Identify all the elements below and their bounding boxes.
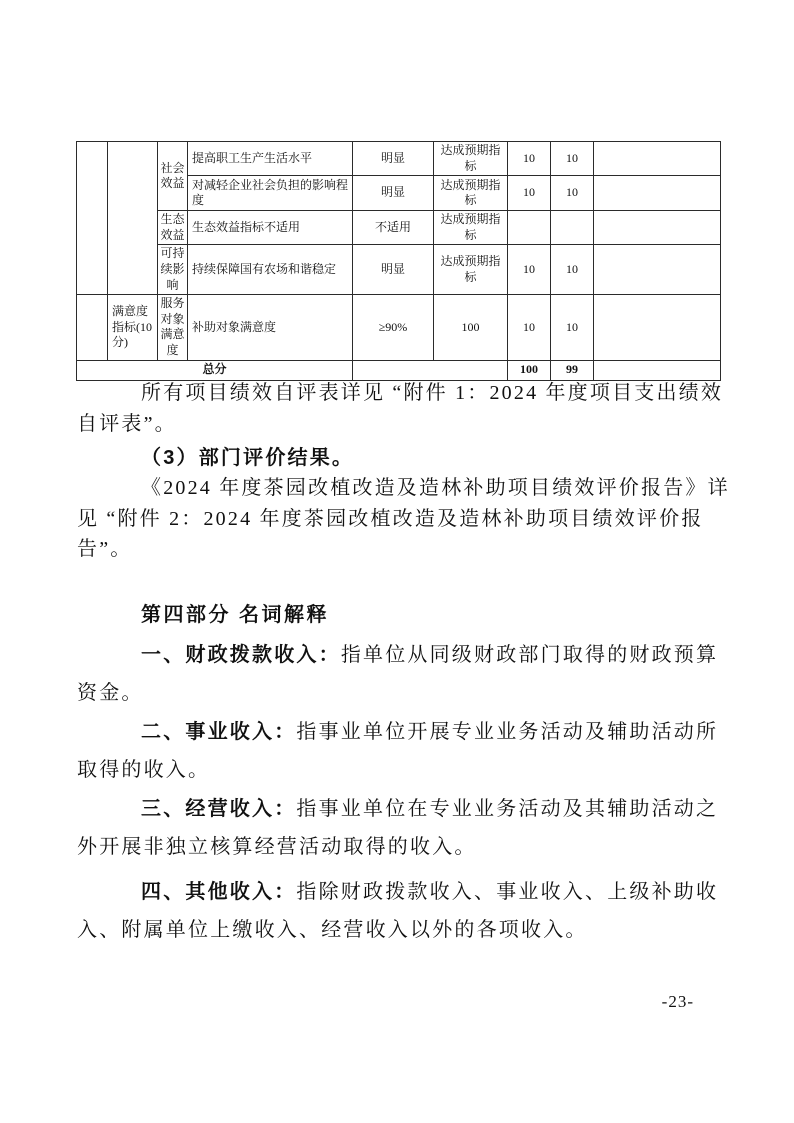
- paragraph-text: 告”。: [77, 538, 133, 560]
- section-heading: [77, 596, 720, 634]
- section-heading-text: 第四部分 名词解释: [141, 604, 330, 626]
- target-cell: 达成预期指标: [434, 245, 508, 295]
- paragraph-text: 指事业单位开展专业业务活动及辅助活动所: [296, 721, 719, 743]
- note-cell: [594, 142, 721, 176]
- term-label: 一、财政拨款收入：: [141, 644, 341, 666]
- score-cell: 10: [508, 142, 551, 176]
- empty-cell: [108, 142, 158, 295]
- paragraph-line: [77, 790, 720, 828]
- paragraph-text: 指除财政拨款收入、事业收入、上级补助收: [296, 881, 719, 903]
- satisfaction-group-cell: 满意度指标(10分): [108, 295, 158, 360]
- service-target-cell: 服务对象满意度: [158, 295, 188, 360]
- actual-score-cell: 10: [551, 295, 594, 360]
- note-cell: [594, 295, 721, 360]
- performance-cell: 明显: [353, 176, 434, 211]
- paragraph-line: [77, 530, 720, 568]
- target-cell: 达成预期指标: [434, 211, 508, 245]
- note-cell: [594, 211, 721, 245]
- performance-cell: ≥90%: [353, 295, 434, 360]
- paragraph-text: 取得的收入。: [77, 759, 211, 781]
- term-label: 四、其他收入：: [141, 881, 297, 903]
- total-label-cell: 总分: [77, 360, 353, 380]
- paragraph-text: 指单位从同级财政部门取得的财政预算: [340, 644, 719, 666]
- actual-score-cell: [551, 211, 594, 245]
- performance-evaluation-table: [76, 141, 721, 381]
- paragraph-text: 所有项目绩效自评表详见 “附件 1：2024 年度项目支出绩效: [141, 382, 724, 404]
- empty-cell: [77, 142, 108, 295]
- target-cell: 达成预期指标: [434, 142, 508, 176]
- total-score-cell: 100: [508, 360, 551, 380]
- table-row: [77, 245, 721, 295]
- category-eco-cell: 生态效益: [158, 211, 188, 245]
- actual-score-cell: 10: [551, 176, 594, 211]
- paragraph-line: [77, 911, 720, 949]
- paragraph-text: 入、附属单位上缴收入、经营收入以外的各项收入。: [77, 919, 588, 941]
- performance-cell: 明显: [353, 142, 434, 176]
- table-row: [77, 211, 721, 245]
- paragraph-text: 外开展非独立核算经营活动取得的收入。: [77, 836, 477, 858]
- score-cell: 10: [508, 245, 551, 295]
- paragraph-line: [77, 674, 720, 712]
- paragraph-text: 自评表”。: [77, 413, 177, 435]
- actual-score-cell: 10: [551, 245, 594, 295]
- indicator-cell: 持续保障国有农场和谐稳定: [188, 245, 353, 295]
- term-label: 二、事业收入：: [141, 721, 297, 743]
- table-row: [77, 142, 721, 176]
- indicator-cell: 生态效益指标不适用: [188, 211, 353, 245]
- category-social-cell: 社会效益: [158, 142, 188, 211]
- performance-cell: 不适用: [353, 211, 434, 245]
- category-sustain-cell: 可持续影响: [158, 245, 188, 295]
- target-cell: 100: [434, 295, 508, 360]
- indicator-cell: 提高职工生产生活水平: [188, 142, 353, 176]
- paragraph-text: 资金。: [77, 682, 144, 704]
- actual-score-cell: 10: [551, 142, 594, 176]
- paragraph-text: 见 “附件 2：2024 年度茶园改植改造及造林补助项目绩效评价报: [77, 508, 704, 530]
- empty-cell: [77, 295, 108, 360]
- page-number: -23-: [661, 992, 694, 1011]
- paragraph-text: 指事业单位在专业业务活动及其辅助活动之: [296, 798, 719, 820]
- subsection-heading-text: （3）部门评价结果。: [141, 447, 355, 469]
- indicator-cell: 对减轻企业社会负担的影响程度: [188, 176, 353, 211]
- paragraph-line: [77, 751, 720, 789]
- target-cell: 达成预期指标: [434, 176, 508, 211]
- paragraph-line: [77, 873, 720, 911]
- note-cell: [594, 245, 721, 295]
- score-cell: 10: [508, 295, 551, 360]
- paragraph-line: [77, 405, 720, 443]
- table-row: [77, 295, 721, 360]
- indicator-cell: 补助对象满意度: [188, 295, 353, 360]
- score-cell: 10: [508, 176, 551, 211]
- paragraph-line: [77, 828, 720, 866]
- term-label: 三、经营收入：: [141, 798, 297, 820]
- score-cell: [508, 211, 551, 245]
- total-actual-cell: 99: [551, 360, 594, 380]
- note-cell: [594, 176, 721, 211]
- paragraph-line: [77, 636, 720, 674]
- paragraph-text: 《2024 年度茶园改植改造及造林补助项目绩效评价报告》详: [141, 477, 730, 499]
- paragraph-line: [77, 713, 720, 751]
- performance-cell: 明显: [353, 245, 434, 295]
